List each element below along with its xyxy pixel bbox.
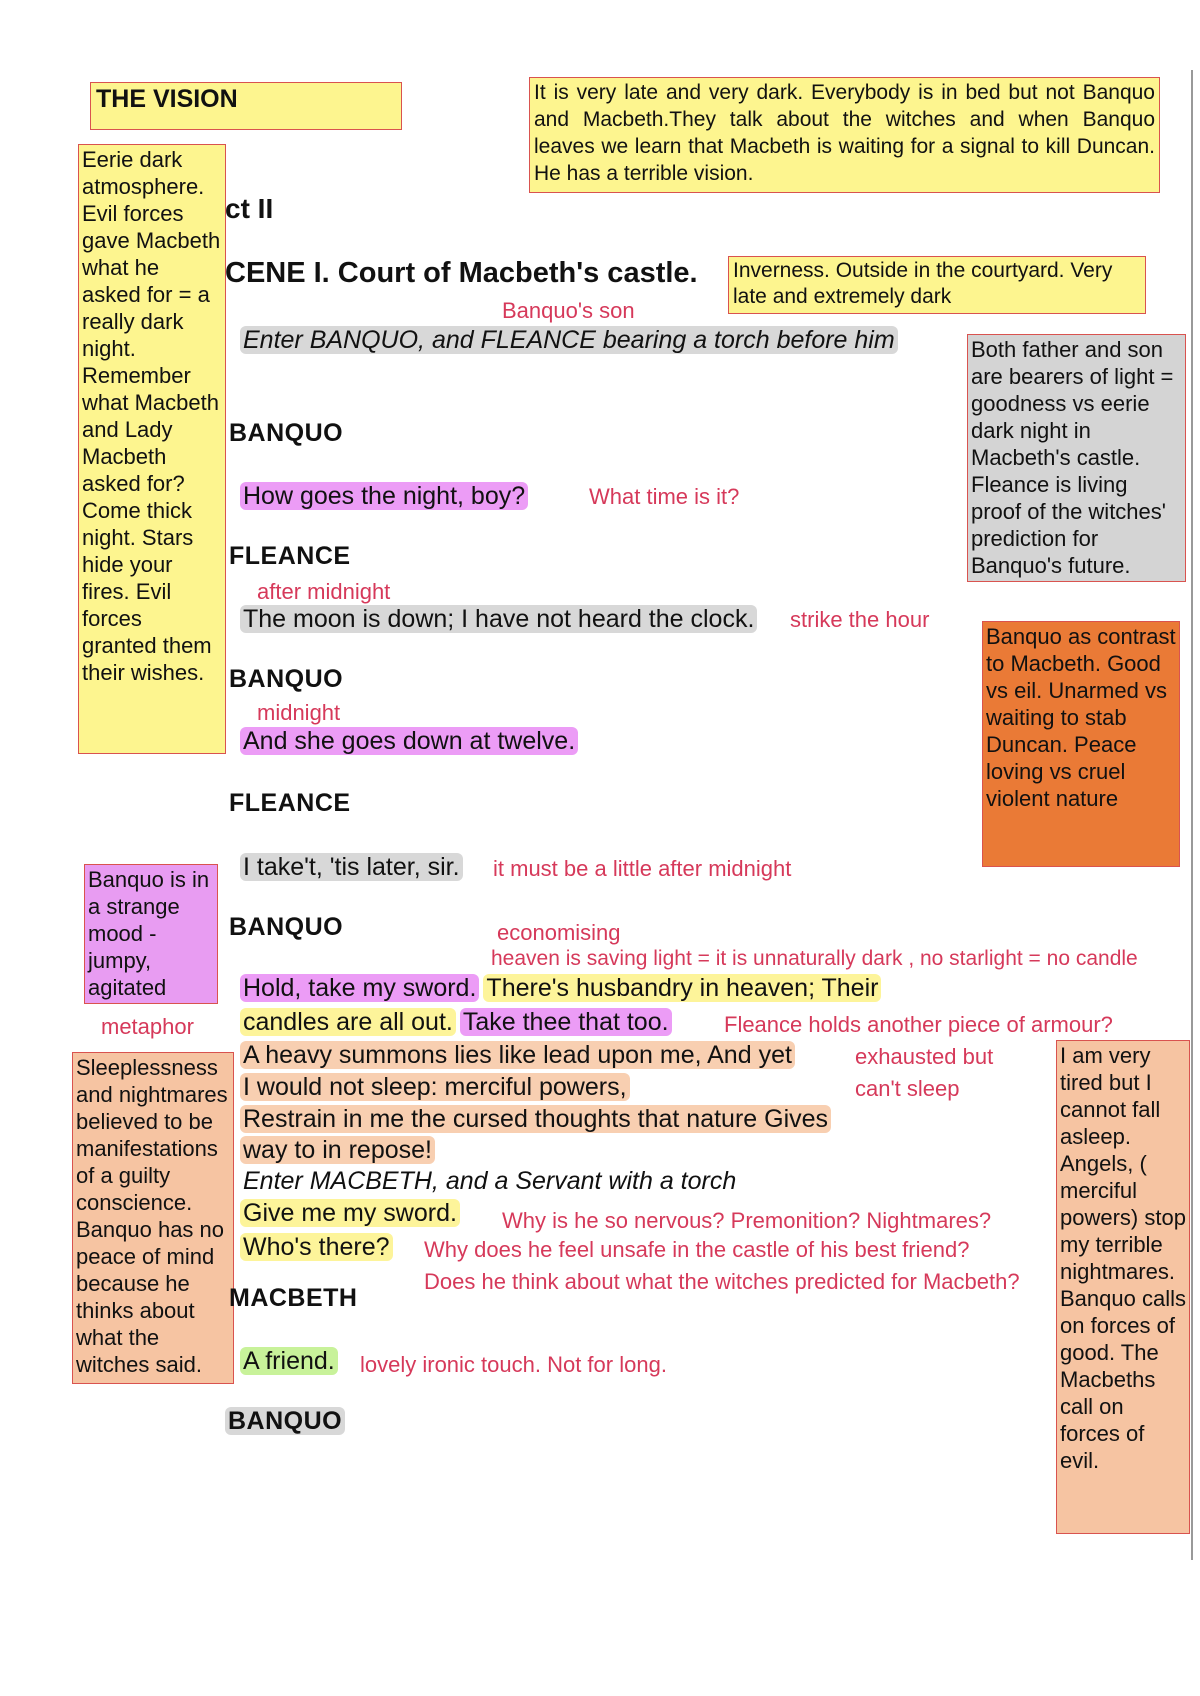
setting-note bbox=[728, 256, 1146, 314]
annotation-after-midnight: after midnight bbox=[257, 579, 391, 604]
line-11: Give me my sword. bbox=[240, 1199, 460, 1227]
note-tired-text: I am very tired but I cannot fall asleep. Angels, ( merciful powers) stop my terrible nightmares. Banquo calls on forces of good. The Macbeths call on forces of evil. bbox=[1060, 1043, 1186, 1473]
line-8: I would not sleep: merciful powers, bbox=[240, 1073, 630, 1101]
annotation-economising: economising bbox=[497, 920, 621, 945]
line-take-it bbox=[240, 852, 463, 882]
note-eerie-text: Eerie dark atmosphere. Evil forces gave Macbeth what he asked for = a really dark night. Remember what Macbeth and Lady Macbeth asked for? Come thick night. Stars hide your fires. Evil forces granted them their wishes. bbox=[82, 147, 221, 685]
speaker-banquo-2: BANQUO bbox=[229, 665, 344, 693]
annotation-metaphor: metaphor bbox=[101, 1014, 194, 1039]
line-goes-down bbox=[240, 726, 578, 756]
speaker-banquo-4-label: BANQUO bbox=[225, 1407, 345, 1435]
stage-direction-enter-macbeth: Enter MACBETH, and a Servant with a torch bbox=[243, 1167, 737, 1195]
line-candles-out bbox=[240, 1007, 672, 1037]
line-restrain bbox=[240, 1104, 831, 1134]
line-a-friend bbox=[240, 1346, 338, 1376]
speaker-banquo-4 bbox=[225, 1407, 345, 1436]
annotation-midnight: midnight bbox=[257, 700, 341, 725]
line-6a: candles are all out. bbox=[240, 1008, 456, 1036]
annotation-armour: Fleance holds another piece of armour? bbox=[724, 1012, 1113, 1037]
annotation-cant-sleep: can't sleep bbox=[855, 1076, 960, 1101]
line-3: And she goes down at twelve. bbox=[240, 727, 578, 755]
act-heading: ct II bbox=[225, 193, 274, 224]
note-bearers-text: Both father and son are bearers of light = goodness vs eerie dark night in Macbeth's castle. Fleance is living proof of the witches' prediction for Banquo's future. bbox=[971, 337, 1174, 578]
note-sleeplessness bbox=[72, 1052, 234, 1384]
note-contrast-text: Banquo as contrast to Macbeth. Good vs eil. Unarmed vs waiting to stab Duncan. Peace loving vs cruel violent nature bbox=[986, 624, 1176, 811]
speaker-banquo-3: BANQUO bbox=[229, 913, 344, 941]
annotation-unsafe: Why does he feel unsafe in the castle of his best friend? bbox=[424, 1237, 970, 1262]
line-how-goes bbox=[240, 481, 528, 511]
annotation-nervous: Why is he so nervous? Premonition? Nightmares? bbox=[502, 1208, 992, 1233]
line-repose bbox=[240, 1135, 435, 1165]
line-give-sword bbox=[240, 1198, 460, 1228]
line-10: way to in repose! bbox=[240, 1136, 435, 1164]
annotation-saving-light: heaven is saving light = it is unnaturally dark , no starlight = no candle bbox=[491, 947, 1138, 970]
line-would-not-sleep bbox=[240, 1072, 630, 1102]
line-heavy-summons bbox=[240, 1040, 795, 1070]
annotation-banquos-son: Banquo's son bbox=[502, 298, 635, 323]
line-6b: Take thee that too. bbox=[460, 1008, 672, 1036]
line-4: I take't, 'tis later, sir. bbox=[240, 853, 463, 881]
note-banquo-contrast bbox=[982, 621, 1180, 867]
note-bearers-of-light bbox=[967, 334, 1186, 582]
summary-box bbox=[529, 77, 1160, 193]
summary-text: It is very late and very dark. Everybody is in bed but not Banquo and Macbeth.They talk about the witches and when Banquo leaves we learn that Macbeth is waiting for a signal to kill Duncan. He has a terrible vision. bbox=[534, 81, 1155, 185]
annotation-what-time: What time is it? bbox=[589, 484, 740, 509]
scene-heading: CENE I. Court of Macbeth's castle. bbox=[225, 257, 698, 289]
note-strange-mood bbox=[84, 864, 218, 1004]
line-5a: Hold, take my sword. bbox=[240, 974, 479, 1002]
line-12: Who's there? bbox=[240, 1233, 393, 1261]
stage-direction-enter-banquo bbox=[240, 325, 898, 355]
line-moon-down bbox=[240, 604, 757, 634]
line-1: How goes the night, boy? bbox=[240, 482, 528, 510]
annotation-little-after: it must be a little after midnight bbox=[493, 856, 792, 881]
line-13: A friend. bbox=[240, 1347, 338, 1375]
stage-direction-1: Enter BANQUO, and FLEANCE bearing a torch before him bbox=[240, 326, 898, 354]
speaker-banquo-1: BANQUO bbox=[229, 419, 344, 447]
title-box bbox=[90, 82, 402, 130]
annotation-strike-hour: strike the hour bbox=[790, 607, 930, 632]
line-5b: There's husbandry in heaven; Their bbox=[483, 974, 881, 1002]
speaker-fleance-2: FLEANCE bbox=[229, 789, 351, 817]
speaker-macbeth: MACBETH bbox=[229, 1284, 358, 1312]
line-2: The moon is down; I have not heard the clock. bbox=[240, 605, 757, 633]
note-mood-text: Banquo is in a strange mood - jumpy, agitated bbox=[88, 867, 210, 1000]
annotation-exhausted: exhausted but bbox=[855, 1044, 994, 1069]
note-eerie-atmosphere bbox=[78, 144, 226, 754]
speaker-fleance-1: FLEANCE bbox=[229, 542, 351, 570]
line-7: A heavy summons lies like lead upon me, And yet bbox=[240, 1041, 795, 1069]
annotation-ironic: lovely ironic touch. Not for long. bbox=[360, 1352, 667, 1377]
line-hold-sword bbox=[240, 973, 881, 1003]
line-whos-there bbox=[240, 1232, 393, 1262]
annotation-witches: Does he think about what the witches predicted for Macbeth? bbox=[424, 1269, 1020, 1294]
page-title: THE VISION bbox=[96, 85, 238, 113]
page-edge-rule bbox=[1191, 70, 1193, 1560]
setting-note-text: Inverness. Outside in the courtyard. Very late and extremely dark bbox=[733, 259, 1113, 308]
note-sleeplessness-text: Sleeplessness and nightmares believed to be manifestations of a guilty conscience. Banquo has no peace of mind because he thinks about what the witches said. bbox=[76, 1055, 228, 1377]
note-tired-angels bbox=[1056, 1040, 1190, 1534]
line-9: Restrain in me the cursed thoughts that nature Gives bbox=[240, 1105, 831, 1133]
